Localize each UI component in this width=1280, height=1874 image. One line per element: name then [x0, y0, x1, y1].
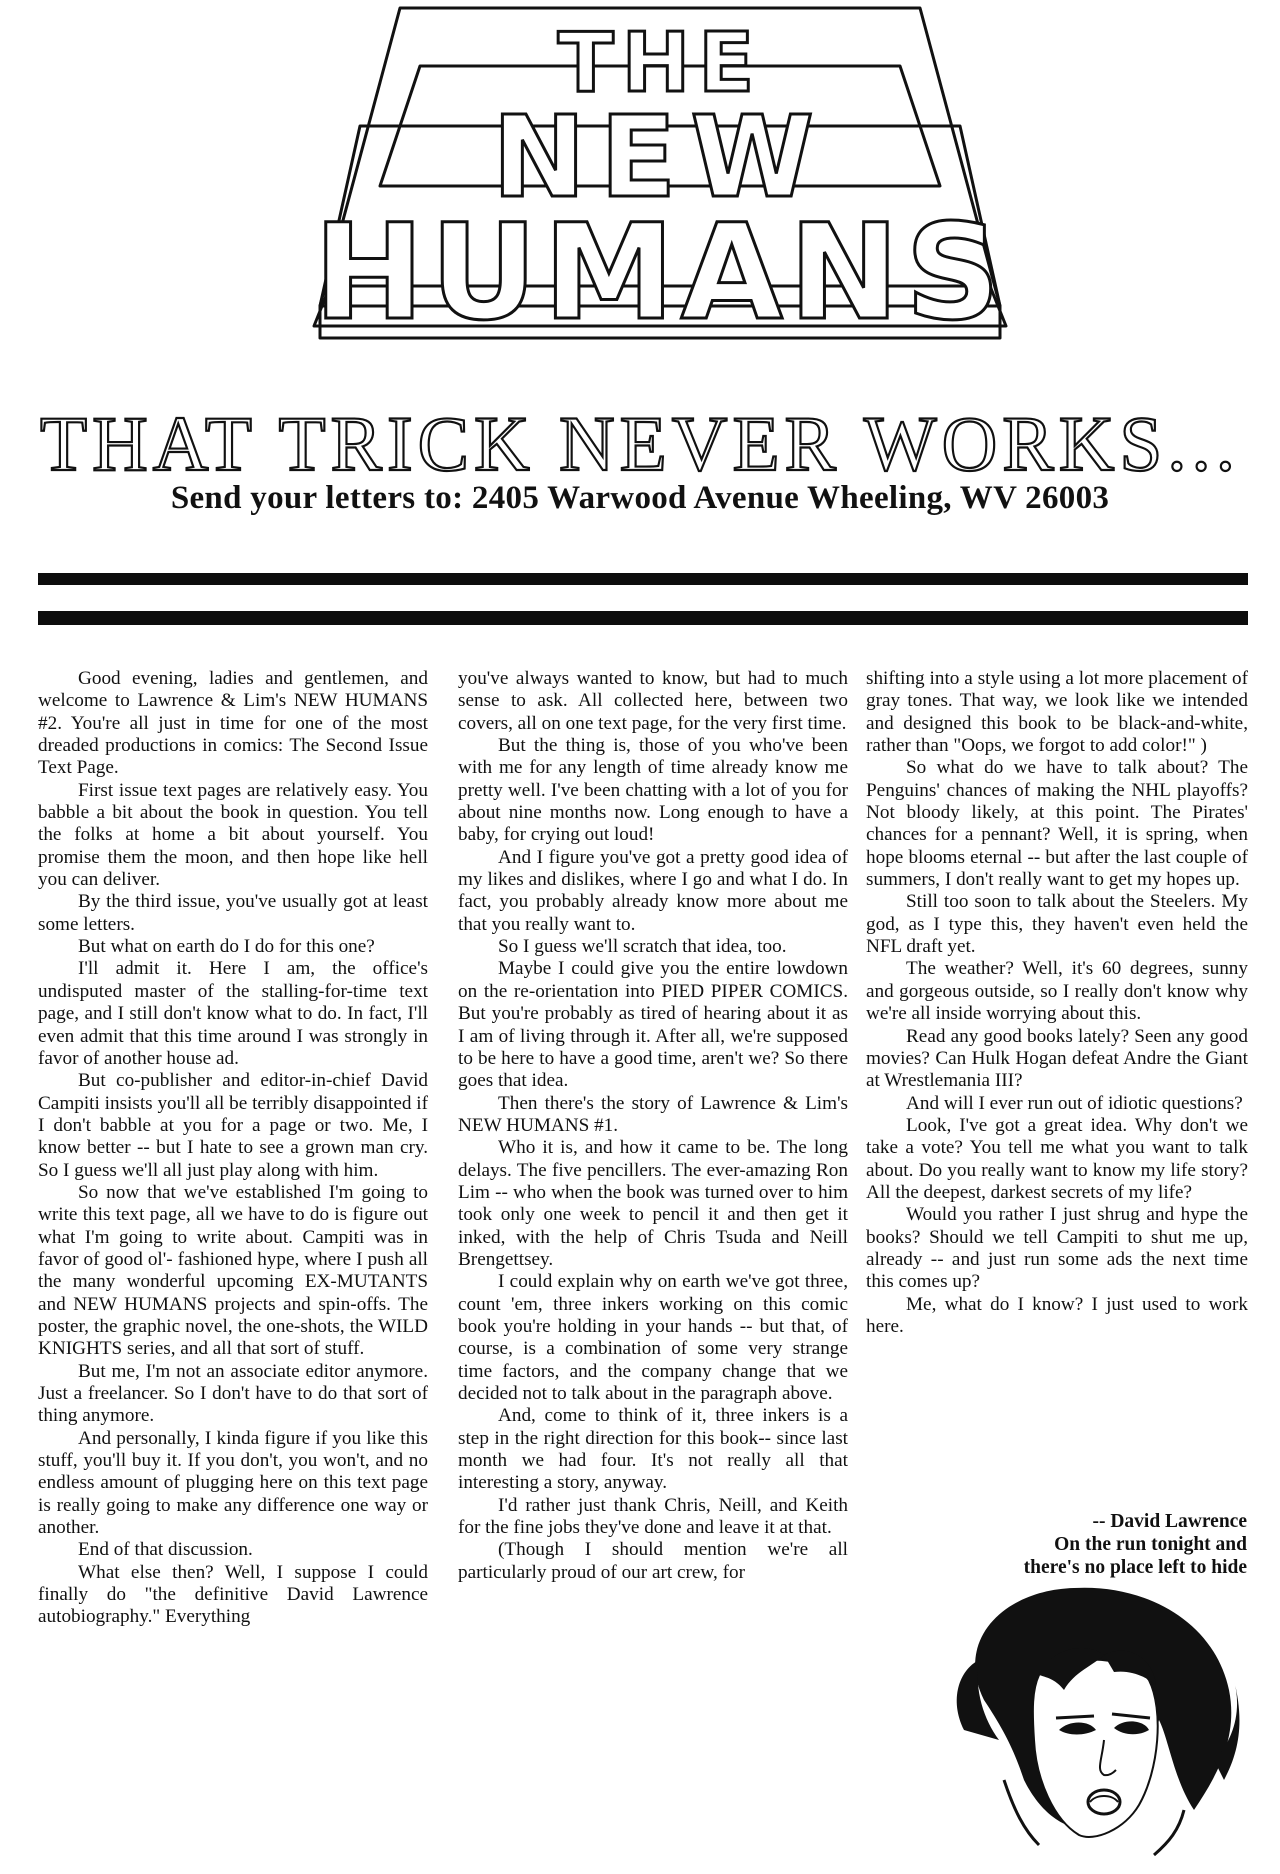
col1-paragraph: Good evening, ladies and gentlemen, and welcome to Lawrence & Lim's NEW HUMANS #2. You're all just in time for one of the most dreaded productions in comics: The Second Issue Text Page.	[38, 668, 428, 779]
subtitle-banner	[30, 398, 1250, 482]
col3-paragraph: Look, I've got a great idea. Why don't we take a vote? You tell me what you want to talk about. Do you really want to know my life story? All the deepest, darkest secrets of my life?	[866, 1114, 1248, 1203]
text-column-2	[458, 668, 848, 1584]
col1-paragraph: I'll admit it. Here I am, the office's undisputed master of the stalling-for-time text page, and I still don't know what to do. In fact, I'll even admit that this time around I was strongly in favor of another house ad.	[38, 958, 428, 1069]
col1-paragraph: But what on earth do I do for this one?	[78, 936, 375, 958]
col1-paragraph: By the third issue, you've usually got at least some letters.	[38, 891, 428, 935]
col2-paragraph: (Though I should mention we're all particularly proud of our art crew, for	[458, 1539, 848, 1583]
new-humans-logo	[300, 6, 1020, 410]
signature-line: there's no place left to hide	[1023, 1557, 1247, 1578]
logo-line1: THE	[557, 16, 763, 111]
col2-paragraph: And, come to think of it, three inkers is a step in the right direction for this book-- since last month we had four. It's not really all that interesting a story, anyway.	[458, 1405, 848, 1494]
col2-paragraph: you've always wanted to know, but had to much sense to ask. All collected here, between two covers, all on one text page, for the very first time.	[458, 668, 848, 734]
col2-paragraph: I could explain why on earth we've got three, count 'em, three inkers working on this comic book you're holding in your hands -- but that, of course, is a combination of some very strange time factors, and the company change that we decided not to talk about in the paragraph above.	[458, 1271, 848, 1404]
col1-paragraph: And personally, I kinda figure if you like this stuff, you'll buy it. If you don't, you won't, and no endless amount of plugging here on this text page is really going to make any difference one way or another.	[38, 1427, 428, 1539]
col2-paragraph: Then there's the story of Lawrence & Lim's NEW HUMANS #1.	[458, 1092, 848, 1136]
signature-line: On the run tonight and	[1054, 1534, 1247, 1555]
col1-paragraph: So now that we've established I'm going to write this text page, all we have to do is figure out what I'm going to write about. Campiti was in favor of good ol'- fashioned hype, where I push all the many wonderful upcoming EX-MUTANTS and NEW HUMANS projects and spin-offs. The poster, the graphic novel, the one-shots, the WILD KNIGHTS series, and all that sort of stuff.	[38, 1181, 428, 1360]
col3-paragraph: Me, what do I know? I just used to work here.	[866, 1293, 1248, 1337]
mailing-address: Send your letters to: 2405 Warwood Avenue Wheeling, WV 26003	[170, 480, 1110, 516]
text-column-3	[866, 668, 1248, 1338]
col2-paragraph: Who it is, and how it came to be. The long delays. The five pencillers. The ever-amazing Ron Lim -- who when the book was turned over to him took only one week to pencil it and then get it inked, with the help of Chris Tsuda and Neill Brengettsey.	[458, 1137, 848, 1270]
signature-name: -- David Lawrence	[1092, 1511, 1247, 1532]
col3-paragraph: Read any good books lately? Seen any good movies? Can Hulk Hogan defeat Andre the Giant at Wrestlemania III?	[866, 1025, 1248, 1092]
col2-paragraph: But the thing is, those of you who've been with me for any length of time already know me pretty well. I've been chatting with a lot of you for about nine months now. Long enough to have a baby, for crying out loud!	[458, 735, 848, 846]
col2-paragraph: Maybe I could give you the entire lowdown on the re-orientation into PIED PIPER COMICS. But you're probably as tired of hearing about it as I am of living through it. After all, we're supposed to be here to have a good time, aren't we? So there goes that idea.	[458, 958, 848, 1092]
col3-paragraph: So what do we have to talk about? The Penguins' chances of making the NHL playoffs? Not bloody likely, at this point. The Pirates' chances for a pennant? Well, it is spring, when hope blooms eternal -- but after the last couple of summers, I don't really want to get my hopes up.	[866, 757, 1248, 891]
col3-paragraph: Would you rather I just shrug and hype the books? Should we tell Campiti to shut me up, already -- and just run some ads the next time this comes up?	[866, 1204, 1248, 1293]
divider-rule-top	[38, 573, 1248, 585]
col3-paragraph: The weather? Well, it's 60 degrees, sunny and gorgeous outside, so I really don't know why we're all inside worrying about this.	[866, 958, 1248, 1025]
divider-rule-bottom	[38, 611, 1248, 625]
author-portrait-illustration	[944, 1580, 1244, 1862]
col1-paragraph: End of that discussion.	[78, 1539, 253, 1561]
logo-line2: NEW	[492, 93, 828, 223]
col1-paragraph: First issue text pages are relatively easy. You babble a bit about the book in question. You tell the folks at home a bit about yourself. You promise them the moon, and then hope like hell you can deliver.	[38, 779, 428, 891]
col2-paragraph: I'd rather just thank Chris, Neill, and Keith for the fine jobs they've done and leave it at that.	[458, 1494, 848, 1539]
logo-line3: HUMANS	[313, 196, 1007, 350]
col2-paragraph: So I guess we'll scratch that idea, too.	[498, 936, 787, 958]
col3-paragraph: shifting into a style using a lot more placement of gray tones. That way, we look like we intended and designed this book to be black-and-white, rather than "Oops, we forgot to add color!" )	[866, 668, 1248, 757]
col1-paragraph: But me, I'm not an associate editor anymore. Just a freelancer. So I don't have to do that sort of thing anymore.	[38, 1360, 428, 1427]
text-column-1	[38, 668, 428, 1629]
col1-paragraph: But co-publisher and editor-in-chief David Campiti insists you'll all be terribly disappointed if I don't babble at you for a page or two. Me, I know better -- but I hate to see a grown man cry. So I guess we'll all just play along with him.	[38, 1070, 428, 1181]
subtitle-text: THAT TRICK NEVER WORKS...	[40, 400, 1240, 482]
signature-block	[960, 1510, 1247, 1579]
col2-paragraph: And I figure you've got a pretty good idea of my likes and dislikes, where I go and what I do. In fact, you probably already know more about me that you really want to.	[458, 846, 848, 935]
col3-paragraph: And will I ever run out of idiotic questions?	[906, 1092, 1243, 1114]
col3-paragraph: Still too soon to talk about the Steelers. My god, as I type this, they haven't even held the NFL draft yet.	[866, 891, 1248, 958]
col1-paragraph: What else then? Well, I suppose I could finally do "the definitive David Lawrence autobiography." Everything	[38, 1561, 428, 1628]
